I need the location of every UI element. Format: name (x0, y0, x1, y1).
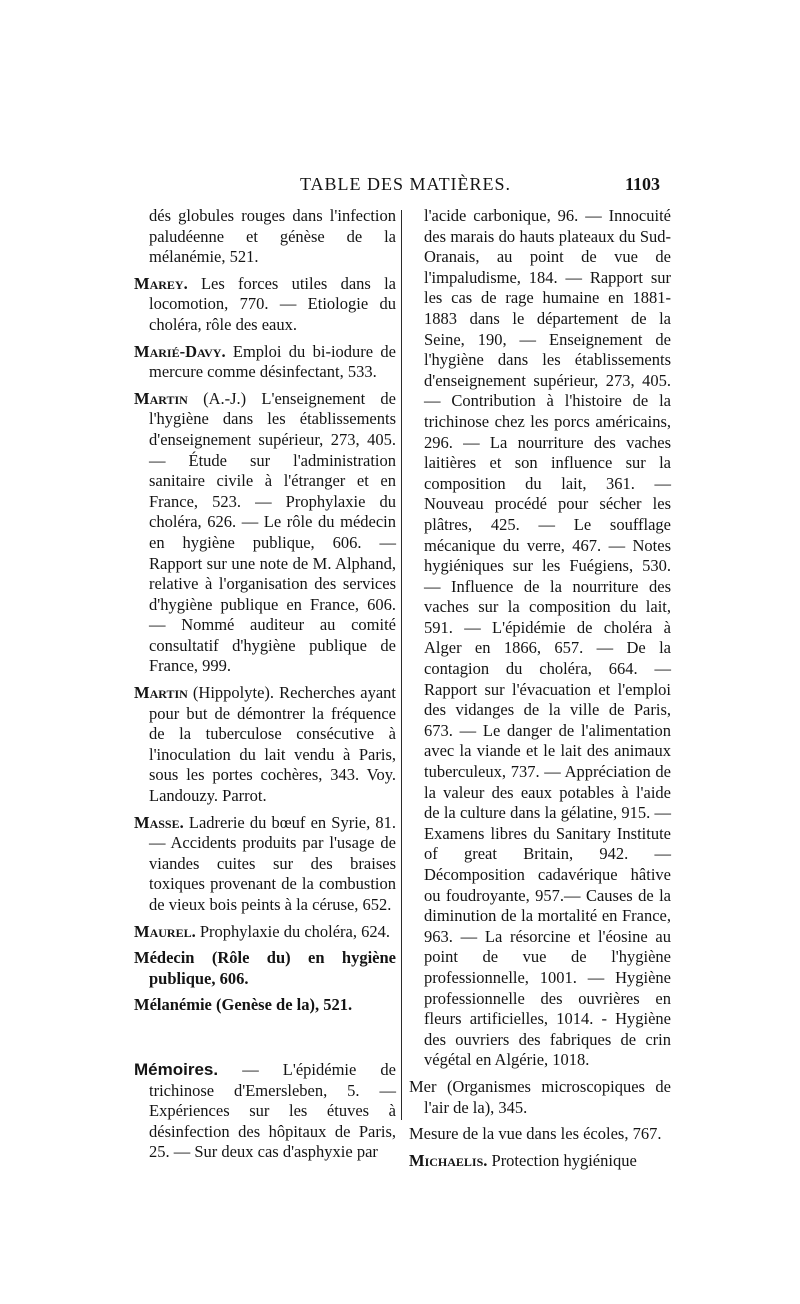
entry-text: (A.-J.) L'enseignement de l'hygiène dans les établissements d'enseignement supérieur, 273, 405. — Étude sur l'administration sanitaire civile à l'étranger et en France, 523. — Prophylaxie du choléra, 626. — Le rôle du médecin en hygiène publique, 606. — Rapport sur une note de M. Alphand, relative à l'organisation des services d'hygiène publique en France, 606. — Nommé auditeur au comité consultatif d'hygiène publique de France, 999. (149, 388, 396, 676)
entry-text: l'acide carbonique, 96. — Innocuité des marais do hauts plateaux du Sud-Oranais, au point de vue de l'impaludisme, 184. — Rapport sur les cas de rage humaine en 1881-1883 dans le département de la Seine, 190, — Enseignement de l'hygiène dans les établissements d'enseignement supérieur, 273, 405.— Contribution à l'histoire de la trichinose chez les porcs américains, 296. — La nourriture des vaches laitières et son influence sur la composition du lait, 361. — Nouveau procédé pour sécher les plâtres, 425. — Le soufflage mécanique du verre, 467. — Notes hygiéniques sur les Fuégiens, 530. — Influence de la nourriture des vaches sur la composition du lait, 591. — L'épidémie de choléra à Alger en 1866, 657. — De la contagion du choléra, 664. — Rapport sur l'évacuation et l'emploi des vidanges de la ville de Paris, 673. — Le danger de l'alimentation avec la viande et le lait des animaux tuberculeux, 737. — Appréciation de la valeur des eaux potables à l'aide de la culture dans la gélatine, 915. — Examens libres du Sanitary Institute of great Britain, 942. — Décomposition cadavérique hâtive ou foudroyante, 957.— Causes de la diminution de la mortalité en France, 963. — La résorcine et l'éosine au point de vue de l'hygiène professionnelle, 1001. — Hygiène professionnelle des ouvrières en fleurs artificielles, 1014. - Hygiène des ouvriers des fabriques de crin végétal en Algérie, 1018. (424, 206, 671, 1070)
entry-head: Marié-Davy. (134, 341, 226, 361)
right-column (409, 206, 671, 1177)
index-entry (409, 1151, 671, 1172)
entry-text: Ladrerie du bœuf en Syrie, 81. — Accidents produits par l'usage de viandes cuites sur des braises toxiques provenant de la combustion de vieux bois peints à la céruse, 652. (149, 812, 396, 914)
entry-head: Mémoires. (134, 1059, 219, 1079)
entry-text: — L'épidémie de trichinose d'Emersleben, 5. — Expériences sur les étuves à désinfection des hôpitaux de Paris, 25. — Sur deux cas d'asphyxie par (149, 1059, 396, 1162)
index-entry (134, 1060, 396, 1163)
index-entry (134, 389, 396, 677)
index-entry (134, 274, 396, 336)
index-entry (134, 922, 396, 943)
entry-head: Maurel. (134, 921, 196, 941)
index-entry (134, 206, 396, 268)
index-entry (134, 995, 396, 1016)
entry-text: Mélanémie (Genèse de la), 521. (134, 995, 353, 1015)
index-entry (134, 683, 396, 807)
entry-text: Les forces utiles dans la locomotion, 770. — Etiologie du choléra, rôle des eaux. (149, 273, 396, 334)
entry-gap (134, 1022, 396, 1060)
entry-head: Martin (134, 683, 188, 703)
column-divider (401, 210, 402, 1120)
running-head: TABLE DES MATIÈRES. (300, 174, 512, 194)
entry-text: Mer (Organismes microscopiques de l'air de la), 345. (409, 1076, 671, 1117)
entry-head: Martin (134, 388, 188, 408)
entry-text: Médecin (Rôle du) en hygiène publique, 606. (134, 948, 396, 988)
entry-text: Emploi du bi-iodure de mercure comme désinfectant, 533. (149, 341, 396, 382)
entry-text: Mesure de la vue dans les écoles, 767. (409, 1124, 662, 1144)
entry-text: dés globules rouges dans l'infection paludéenne et génèse de la mélanémie, 521. (149, 206, 396, 267)
entry-text: (Hippolyte). Recherches ayant pour but de démontrer la fréquence de la tuberculose consécutive à l'inoculation du lait vendu à Paris, sous les portes cochères, 343. Voy. Landouzy. Parrot. (149, 683, 396, 806)
entry-text: Prophylaxie du choléra, 624. (195, 921, 391, 941)
index-entry (134, 342, 396, 383)
entry-head: Marey. (134, 273, 188, 293)
index-entry (409, 206, 671, 1071)
index-entry (134, 813, 396, 916)
left-column (134, 206, 396, 1169)
entry-head: Michaelis. (409, 1150, 488, 1170)
index-entry (409, 1124, 671, 1145)
page-number: 1103 (625, 174, 661, 194)
entry-head: Masse. (134, 812, 184, 832)
index-entry (409, 1077, 671, 1118)
index-entry (134, 948, 396, 989)
entry-text: Protection hygiénique (487, 1150, 637, 1170)
